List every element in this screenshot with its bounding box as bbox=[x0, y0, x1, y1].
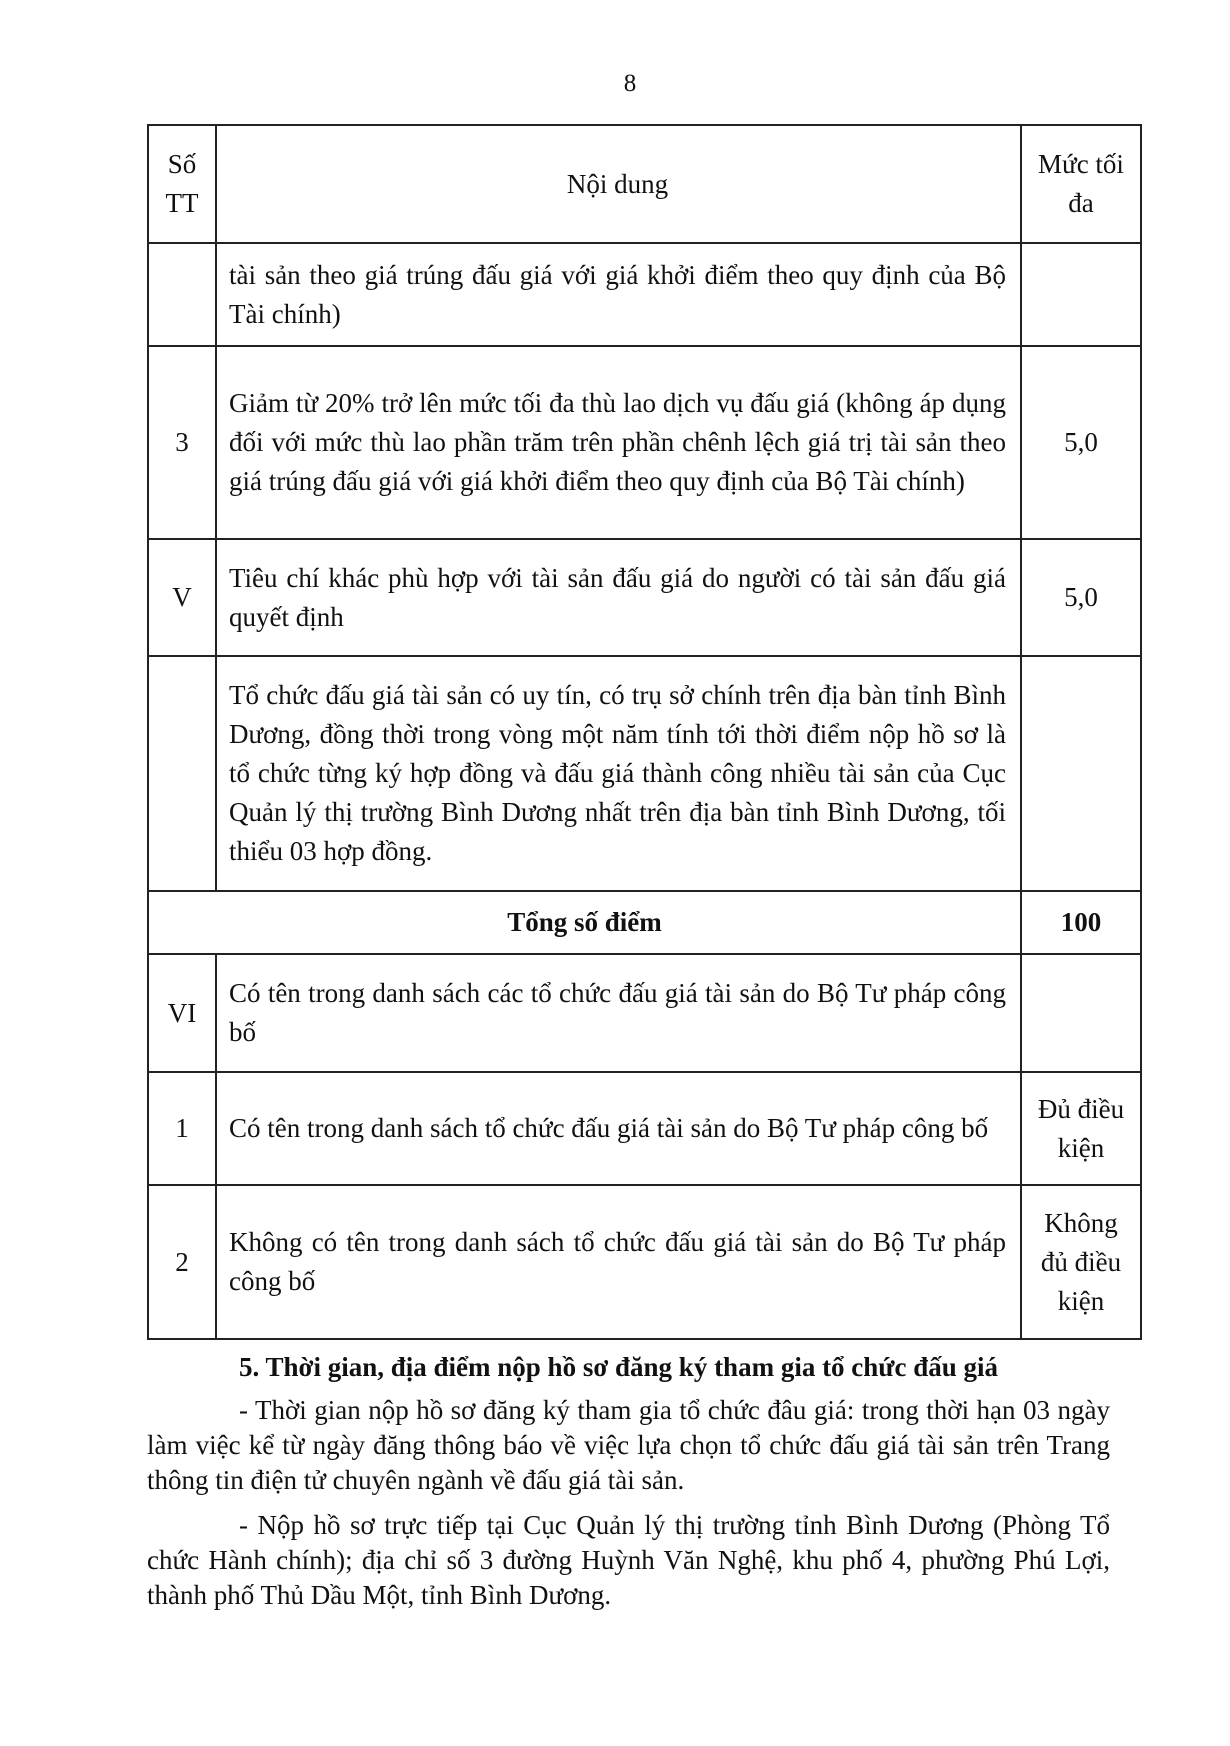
table-row bbox=[148, 656, 1141, 891]
row-stt: VI bbox=[148, 954, 216, 1072]
table-row bbox=[148, 1072, 1141, 1185]
total-value: 100 bbox=[1021, 891, 1141, 954]
table-header-row bbox=[148, 125, 1141, 243]
row-max: 5,0 bbox=[1021, 539, 1141, 656]
row-max bbox=[1021, 954, 1141, 1072]
section-submission bbox=[147, 1350, 1110, 1623]
section-paragraph: - Nộp hồ sơ trực tiếp tại Cục Quản lý thị trường tỉnh Bình Dương (Phòng Tổ chức Hành chính); địa chỉ số 3 đường Huỳnh Văn Nghệ, khu phố 4, phường Phú Lợi, thành phố Thủ Dầu Một, tỉnh Bình Dương. bbox=[147, 1510, 1110, 1610]
row-max: Không đủ điều kiện bbox=[1021, 1185, 1141, 1339]
row-max: 5,0 bbox=[1021, 346, 1141, 539]
row-stt: 1 bbox=[148, 1072, 216, 1185]
row-stt bbox=[148, 656, 216, 891]
section-heading: 5. Thời gian, địa điểm nộp hồ sơ đăng ký tham gia tổ chức đấu giá bbox=[239, 1352, 999, 1382]
row-stt: 2 bbox=[148, 1185, 216, 1339]
table-row bbox=[148, 346, 1141, 539]
table-row bbox=[148, 1185, 1141, 1339]
row-content: Có tên trong danh sách các tổ chức đấu giá tài sản do Bộ Tư pháp công bố bbox=[216, 954, 1021, 1072]
row-stt: V bbox=[148, 539, 216, 656]
criteria-table bbox=[147, 124, 1142, 1340]
row-max bbox=[1021, 243, 1141, 346]
total-label: Tổng số điểm bbox=[148, 891, 1021, 954]
row-stt bbox=[148, 243, 216, 346]
table-row bbox=[148, 243, 1141, 346]
section-paragraph: - Thời gian nộp hồ sơ đăng ký tham gia tổ chức đâu giá: trong thời hạn 03 ngày làm việc kể từ ngày đăng thông báo về việc lựa chọn tổ chức đấu giá tài sản trên Trang thông tin điện tử chuyên ngành về đấu giá tài sản. bbox=[147, 1395, 1110, 1495]
table-row bbox=[148, 539, 1141, 656]
row-content: Có tên trong danh sách tổ chức đấu giá tài sản do Bộ Tư pháp công bố bbox=[216, 1072, 1021, 1185]
row-content: Giảm từ 20% trở lên mức tối đa thù lao dịch vụ đấu giá (không áp dụng đối với mức thù lao phần trăm trên phần chênh lệch giá trị tài sản theo giá trúng đấu giá với giá khởi điểm theo quy định của Bộ Tài chính) bbox=[216, 346, 1021, 539]
row-content: tài sản theo giá trúng đấu giá với giá khởi điểm theo quy định của Bộ Tài chính) bbox=[216, 243, 1021, 346]
row-content: Tiêu chí khác phù hợp với tài sản đấu giá do người có tài sản đấu giá quyết định bbox=[216, 539, 1021, 656]
row-max bbox=[1021, 656, 1141, 891]
page-number: 8 bbox=[623, 70, 637, 97]
header-content: Nội dung bbox=[216, 125, 1021, 243]
table-row bbox=[148, 954, 1141, 1072]
header-max: Mức tối đa bbox=[1021, 125, 1141, 243]
total-row bbox=[148, 891, 1141, 954]
row-max: Đủ điều kiện bbox=[1021, 1072, 1141, 1185]
row-content: Tổ chức đấu giá tài sản có uy tín, có trụ sở chính trên địa bàn tỉnh Bình Dương, đồng thời trong vòng một năm tính tới thời điểm nộp hồ sơ là tổ chức từng ký hợp đồng và đấu giá thành công nhiều tài sản của Cục Quản lý thị trường Bình Dương nhất trên địa bàn tỉnh Bình Dương, tối thiểu 03 hợp đồng. bbox=[216, 656, 1021, 891]
header-stt: Số TT bbox=[148, 125, 216, 243]
row-content: Không có tên trong danh sách tổ chức đấu giá tài sản do Bộ Tư pháp công bố bbox=[216, 1185, 1021, 1339]
row-stt: 3 bbox=[148, 346, 216, 539]
